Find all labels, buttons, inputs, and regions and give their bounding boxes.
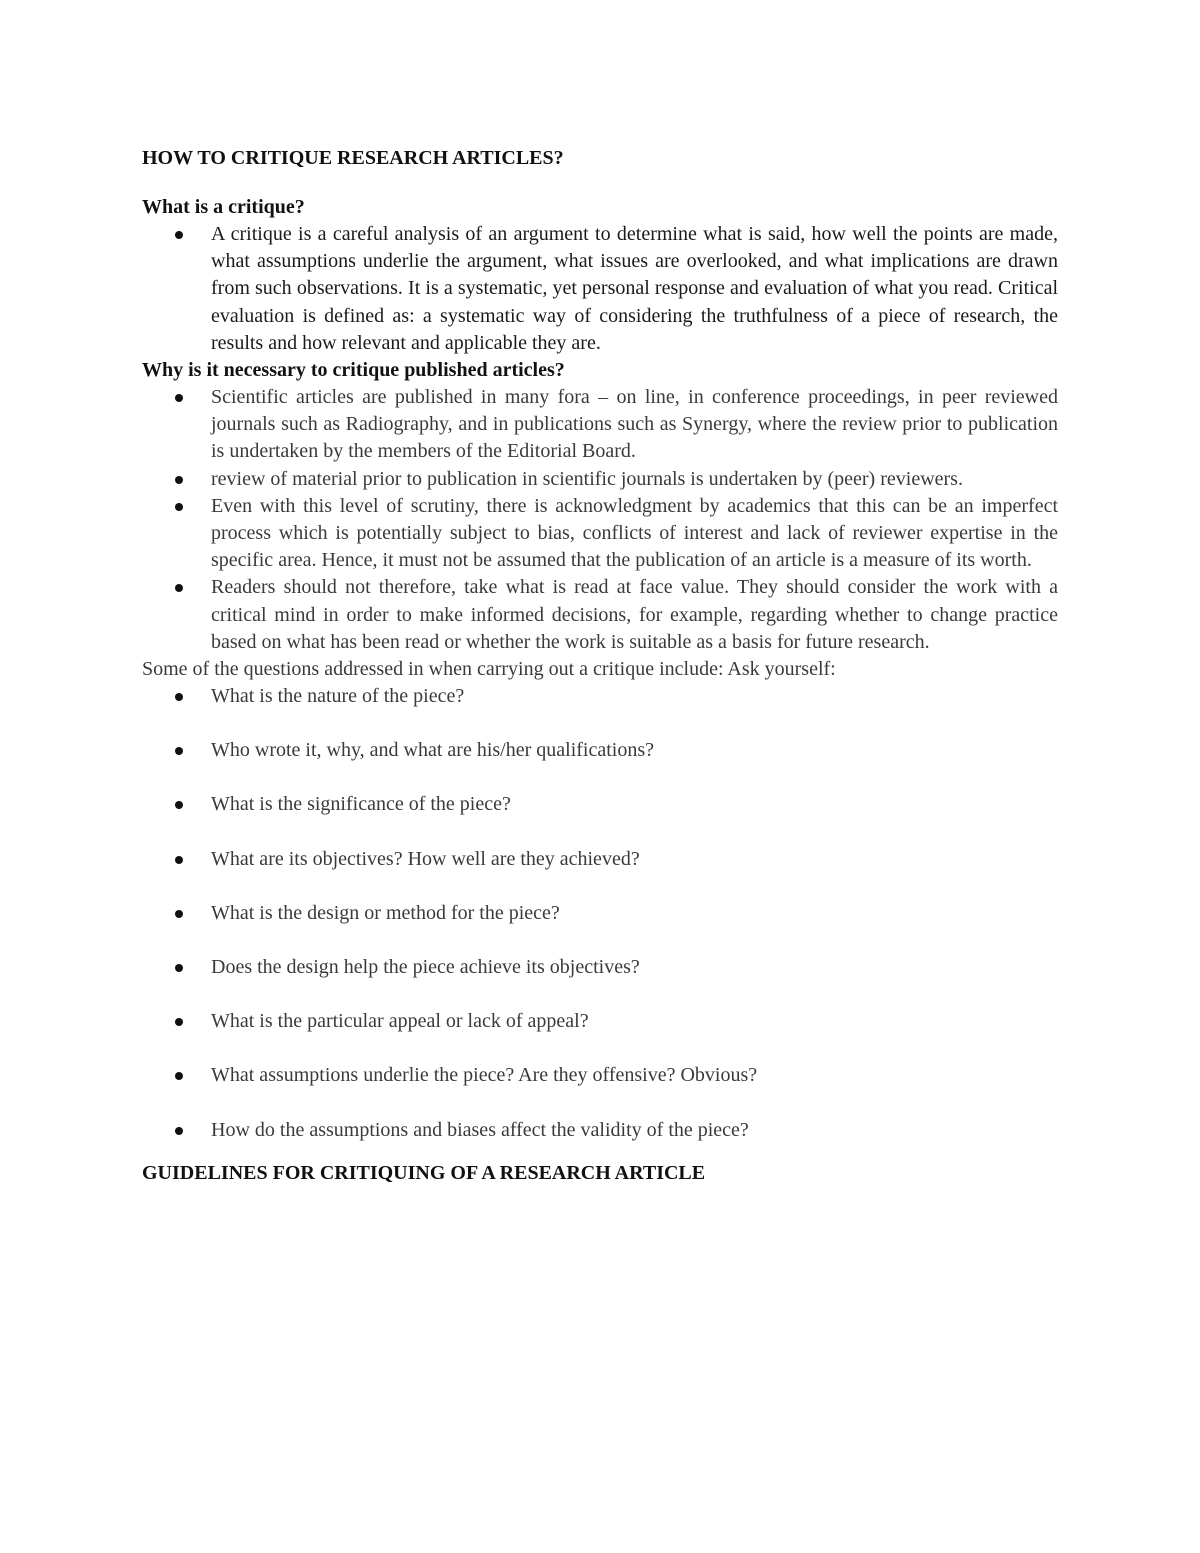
bullet-icon [175,964,183,972]
list-item [142,466,1058,493]
list-item [142,1062,1058,1089]
list-item-text: Does the design help the piece achieve its objectives? [211,956,640,979]
list-item [142,384,1058,466]
bullet-icon [175,910,183,918]
list-item-text: A critique is a careful analysis of an argument to determine what is said, how well the points are made, what assumptions underlie the argument, what issues are overlooked, and what implications are drawn from such observations. It is a systematic, yet personal response and evaluation of what you read. Critical evaluation is defined as: a systematic way of considering the truthfulness of a piece of research, the results and how relevant and applicable they are. [211,223,1058,354]
list-item [142,1117,1058,1144]
list-item-text: How do the assumptions and biases affect the validity of the piece? [211,1118,749,1141]
list-item-text: Scientific articles are published in many fora – on line, in conference proceedings, in peer reviewed journals such as Radiography, and in publications such as Synergy, where the review prior to publication is undertaken by the members of the Editorial Board. [211,386,1058,463]
why-critique-heading: Why is it necessary to critique published articles? [142,359,565,382]
bullet-icon [175,1127,183,1135]
list-item-text: What is the nature of the piece? [211,685,465,708]
list-item [142,846,1058,873]
bullet-icon [175,584,183,592]
bullet-icon [175,693,183,701]
list-item [142,737,1058,764]
list-item-text: Who wrote it, why, and what are his/her qualifications? [211,739,655,762]
list-item-text: What assumptions underlie the piece? Are they offensive? Obvious? [211,1064,758,1087]
bullet-icon [175,394,183,402]
list-item-text: review of material prior to publication in scientific journals is undertaken by (peer) reviewers. [211,467,963,490]
list-item [142,683,1058,710]
bullet-icon [175,1072,183,1080]
what-is-critique-heading: What is a critique? [142,196,305,218]
bullet-icon [175,231,183,239]
what-is-critique-list [142,221,1058,357]
bullet-icon [175,1018,183,1026]
bullet-icon [175,476,183,484]
bullet-icon [175,856,183,864]
list-item [142,954,1058,981]
list-item [142,574,1058,656]
bullet-icon [175,801,183,809]
list-item [142,1008,1058,1035]
list-item-text: What is the design or method for the piece? [211,901,560,924]
bullet-icon [175,503,183,511]
list-item-text: Readers should not therefore, take what is read at face value. They should consider the work with a critical mind in order to make informed decisions, for example, regarding whether to change practice based on what has been read or whether the work is suitable as a basis for future research. [211,576,1058,653]
why-critique-list [142,384,1058,656]
list-item [142,221,1058,357]
bullet-icon [175,747,183,755]
questions-list [142,683,1058,1144]
list-item [142,493,1058,575]
list-item-text: What is the significance of the piece? [211,793,511,816]
page-title: HOW TO CRITIQUE RESEARCH ARTICLES? [142,147,564,169]
guidelines-heading: GUIDELINES FOR CRITIQUING OF A RESEARCH ARTICLE [142,1161,706,1184]
list-item-text: Even with this level of scrutiny, there is acknowledgment by academics that this can be an imperfect process which is potentially subject to bias, conflicts of interest and lack of reviewer expertise in the specific area. Hence, it must not be assumed that the publication of an article is a measure of its worth. [211,494,1058,572]
questions-intro: Some of the questions addressed in when carrying out a critique include: Ask yourself: [142,658,836,681]
list-item [142,791,1058,818]
list-item-text: What is the particular appeal or lack of appeal? [211,1010,589,1033]
document-body [142,140,1058,1187]
list-item-text: What are its objectives? How well are they achieved? [211,847,640,870]
list-item [142,900,1058,927]
